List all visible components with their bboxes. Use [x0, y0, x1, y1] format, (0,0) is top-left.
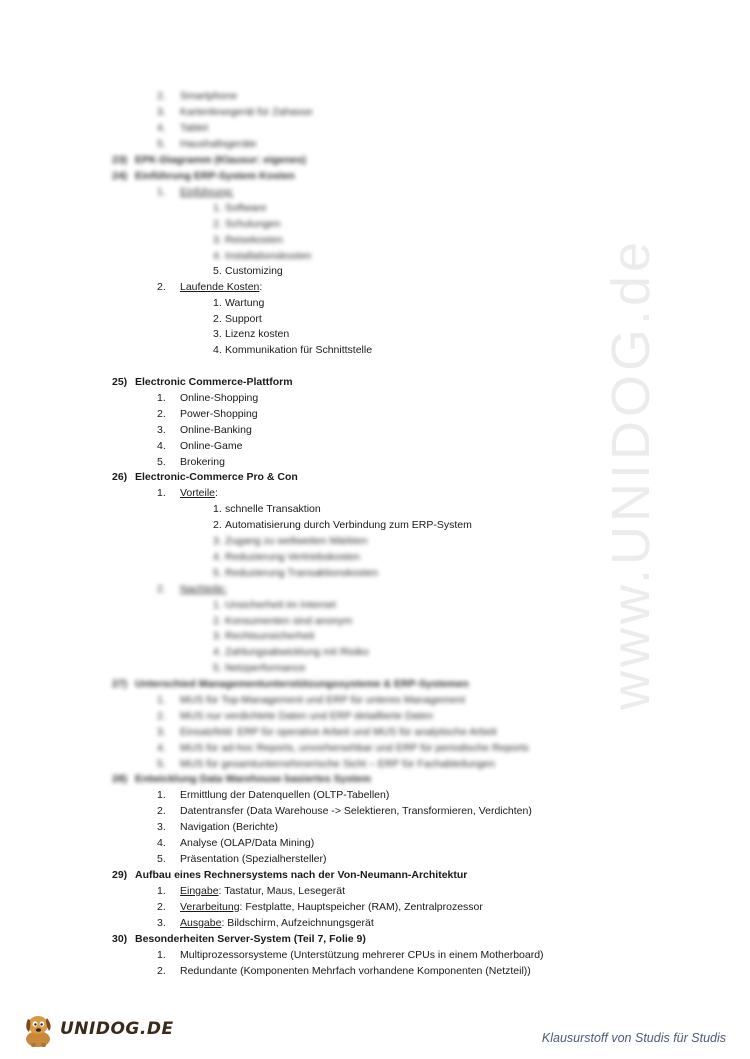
item-text: Einführung: [180, 186, 234, 198]
section-heading [112, 772, 371, 786]
item-text: Zahlungsabwicklung mit Risiko [225, 646, 369, 658]
dog-mascot-icon [22, 1010, 56, 1048]
item-text: Zugang zu weltweiten Märkten [225, 535, 368, 547]
section-title: Electronic-Commerce Pro & Con [135, 471, 298, 483]
section-title: Besonderheiten Server-System (Teil 7, Folie 9) [135, 933, 366, 945]
item-number: 4. [213, 344, 222, 356]
item-text: Lizenz kosten [225, 328, 290, 340]
list-item [157, 788, 390, 802]
item-text: Reduzierung Transaktionskosten [225, 567, 378, 579]
item-text: MUS für Top-Management und ERP für unteres Management [180, 694, 466, 706]
item-number: 2. [213, 313, 222, 325]
sub-list-item [213, 550, 360, 564]
item-number: 2. [157, 965, 166, 977]
item-number: 4. [213, 250, 222, 262]
item-number: 1. [157, 789, 166, 801]
item-number: 1. [157, 186, 166, 198]
list-item [157, 948, 544, 962]
section-title: Aufbau eines Rechnersystems nach der Von-Neumann-Architektur [135, 869, 468, 881]
item-text: : Festplatte, Hauptspeicher (RAM), Zentralprozessor [239, 901, 483, 913]
sub-list-item [213, 518, 472, 532]
section-number: 30) [112, 933, 128, 945]
item-number: 3. [213, 630, 222, 642]
list-item [157, 121, 209, 135]
list-item [157, 757, 495, 771]
item-text: Schulungen [225, 218, 281, 230]
item-number: 1. [213, 202, 222, 214]
item-number: 4. [157, 440, 166, 452]
list-item [157, 280, 263, 294]
section-number: 24) [112, 170, 128, 182]
list-item [157, 105, 313, 119]
item-number: 3. [157, 106, 166, 118]
item-text: Rechtsunsicherheit [225, 630, 315, 642]
list-item [157, 89, 238, 103]
sub-list-item [213, 249, 312, 263]
item-number: 2. [157, 901, 166, 913]
item-number: 2. [157, 408, 166, 420]
item-number: 2. [157, 583, 166, 595]
footer-logo[interactable] [22, 1010, 174, 1048]
section-number: 25) [112, 376, 128, 388]
list-item [157, 820, 279, 834]
section-heading [112, 677, 469, 691]
item-number: 1. [213, 297, 222, 309]
sub-list-item [213, 264, 283, 278]
list-item [157, 423, 252, 437]
item-number: 4. [213, 551, 222, 563]
item-text: Laufende Kosten [180, 281, 260, 293]
list-item [157, 900, 483, 914]
list-item [157, 439, 243, 453]
sub-list-item [213, 614, 353, 628]
sub-list-item [213, 566, 378, 580]
item-text: Tablet [180, 122, 209, 134]
item-text: Datentransfer (Data Warehouse -> Selektieren, Transformieren, Verdichten) [180, 805, 532, 817]
section-heading [112, 868, 468, 882]
sub-list-item [213, 645, 369, 659]
item-text: Smartphone [180, 90, 238, 102]
footer-tagline: Klausurstoff von Studis für Studis [541, 1031, 726, 1045]
item-number: 4. [157, 122, 166, 134]
item-number: 2. [157, 805, 166, 817]
item-text: : Tastatur, Maus, Lesegerät [218, 885, 346, 897]
list-item [157, 693, 466, 707]
item-number: 4. [157, 742, 166, 754]
item-text: Analyse (OLAP/Data Mining) [180, 837, 315, 849]
item-text: schnelle Transaktion [225, 503, 321, 515]
item-suffix: : [259, 281, 263, 293]
item-number: 3. [157, 424, 166, 436]
item-text: Vorteile [180, 487, 216, 499]
section-title: Electronic Commerce-Plattform [135, 376, 293, 388]
item-text: Nachteile: [180, 583, 227, 595]
item-number: 2. [157, 90, 166, 102]
item-number: 3. [157, 917, 166, 929]
sub-list-item [213, 233, 283, 247]
section-title: Einführung ERP-System Kosten [135, 170, 295, 182]
item-number: 3. [157, 821, 166, 833]
item-number: 2. [213, 615, 222, 627]
list-item [157, 582, 227, 596]
sub-list-item [213, 534, 368, 548]
item-text: Customizing [225, 265, 283, 277]
item-number: 5. [157, 758, 166, 770]
list-item [157, 884, 346, 898]
section-heading [112, 169, 295, 183]
sub-list-item [213, 312, 262, 326]
brand-name: UNIDOG.DE [60, 1019, 174, 1039]
item-number: 2. [213, 218, 222, 230]
item-suffix: : [215, 487, 218, 499]
item-text: Software [225, 202, 267, 214]
item-text: MUS für gesamtunternehmerische Sicht – ERP für Fachabteilungen [180, 758, 495, 770]
item-text: Reisekosten [225, 234, 283, 246]
list-item [157, 709, 434, 723]
item-number: 5. [213, 265, 222, 277]
list-item [157, 741, 529, 755]
sub-list-item [213, 343, 373, 357]
section-number: 26) [112, 471, 128, 483]
section-heading [112, 470, 298, 484]
item-number: 3. [157, 726, 166, 738]
item-text: Online-Banking [180, 424, 252, 436]
item-number: 1. [157, 487, 166, 499]
item-number: 1. [213, 503, 222, 515]
item-number: 1. [157, 694, 166, 706]
section-heading [112, 932, 366, 946]
item-text: Online-Shopping [180, 392, 259, 404]
item-term: Verarbeitung [180, 901, 240, 913]
item-number: 1. [213, 599, 222, 611]
item-term: Ausgabe [180, 917, 222, 929]
item-number: 2. [157, 710, 166, 722]
list-item [157, 137, 257, 151]
watermark: www.UNIDOG.de [601, 237, 661, 710]
item-text: Online-Game [180, 440, 243, 452]
item-text: Power-Shopping [180, 408, 258, 420]
item-number: 2. [213, 519, 222, 531]
item-text: Support [225, 313, 262, 325]
list-item [157, 964, 531, 978]
item-text: Wartung [225, 297, 265, 309]
sub-list-item [213, 629, 315, 643]
item-text: Brokering [180, 456, 225, 468]
sub-list-item [213, 201, 267, 215]
item-text: MUS für ad-hoc Reports, unvorhersehbar und ERP für periodische Reports [180, 742, 529, 754]
section-number: 23) [112, 154, 128, 166]
sub-list-item [213, 217, 281, 231]
item-number: 5. [213, 567, 222, 579]
list-item [157, 916, 374, 930]
item-number: 2. [157, 281, 166, 293]
item-text: Kartenlesegerät für Zahasse [180, 106, 313, 118]
item-number: 5. [157, 138, 166, 150]
section-number: 29) [112, 869, 128, 881]
item-number: 5. [157, 853, 166, 865]
item-number: 5. [213, 662, 222, 674]
list-item [157, 852, 327, 866]
section-number: 27) [112, 678, 128, 690]
item-number: 1. [157, 949, 166, 961]
section-heading [112, 375, 293, 389]
section-title: Entwicklung Data Warehouse basiertes System [135, 773, 371, 785]
list-item [157, 185, 234, 199]
sub-list-item [213, 661, 306, 675]
section-title: Unterschied Managementunterstützungssysteme & ERP-Systemen [135, 678, 469, 690]
list-item [157, 407, 258, 421]
item-number: 1. [157, 885, 166, 897]
list-item [157, 804, 532, 818]
item-number: 3. [213, 234, 222, 246]
item-number: 4. [213, 646, 222, 658]
list-item [157, 836, 315, 850]
item-text: MUS nur verdichtete Daten und ERP detaillierte Daten [180, 710, 434, 722]
section-heading [112, 153, 306, 167]
sub-list-item [213, 296, 265, 310]
item-text: Haushaltsgeräte [180, 138, 257, 150]
item-text: : Bildschirm, Aufzeichnungsgerät [221, 917, 374, 929]
item-text: Kommunikation für Schnittstelle [225, 344, 373, 356]
list-item [157, 486, 218, 500]
sub-list-item [213, 598, 336, 612]
item-text: Installationskosten [225, 250, 312, 262]
item-text: Ermittlung der Datenquellen (OLTP-Tabellen) [180, 789, 390, 801]
sub-list-item [213, 327, 290, 341]
section-number: 28) [112, 773, 128, 785]
item-text: Reduzierung Vertriebskosten [225, 551, 360, 563]
item-term: Eingabe [180, 885, 219, 897]
item-number: 3. [213, 328, 222, 340]
item-text: Navigation (Berichte) [180, 821, 279, 833]
item-number: 4. [157, 837, 166, 849]
item-text: Automatisierung durch Verbindung zum ERP-System [225, 519, 472, 531]
item-text: Konsumenten sind anonym [225, 615, 353, 627]
item-text: Netzperformance [225, 662, 306, 674]
item-number: 1. [157, 392, 166, 404]
sub-list-item [213, 502, 321, 516]
item-text: Multiprozessorsysteme (Unterstützung mehrerer CPUs in einem Motherboard) [180, 949, 544, 961]
item-text: Präsentation (Spezialhersteller) [180, 853, 327, 865]
item-text: Redundante (Komponenten Mehrfach vorhandene Komponenten (Netzteil)) [180, 965, 531, 977]
item-text: Unsicherheit im Internet [225, 599, 336, 611]
section-title: EPK-Diagramm (Klausur: eigenes) [135, 154, 306, 166]
item-text: Einsatzfeld: ERP für operative Arbeit und MUS für analytische Arbeit [180, 726, 497, 738]
list-item [157, 391, 259, 405]
item-number: 5. [157, 456, 166, 468]
list-item [157, 725, 497, 739]
item-number: 3. [213, 535, 222, 547]
list-item [157, 455, 225, 469]
